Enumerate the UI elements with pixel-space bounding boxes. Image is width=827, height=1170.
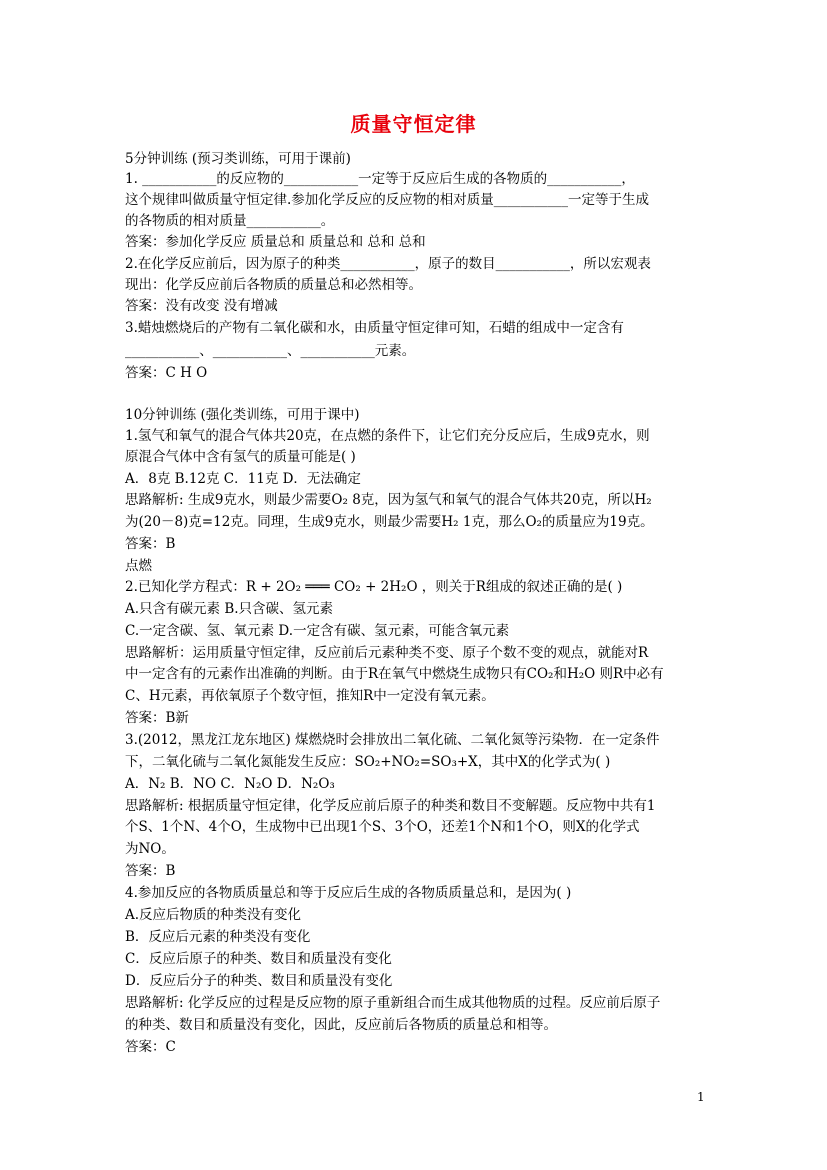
text-line: 为(20－8)克=12克。同理，生成9克水，则最少需要H₂ 1克，那么O₂的质量应为19克。: [125, 514, 654, 530]
text-line: 1.氢气和氧气的混合气体共20克，在点燃的条件下，让它们充分反应后，生成9克水，则: [125, 428, 650, 444]
text-line: C．反应后原子的种类、数目和质量没有变化: [125, 951, 392, 967]
text-line: 答案：C: [125, 1039, 176, 1055]
text-line: 答案：B: [125, 536, 176, 552]
page-title: 质量守恒定律: [350, 112, 477, 136]
text-line: 现出：化学反应前后各物质的质量总和必然相等。: [125, 277, 422, 293]
text-line: 思路解析: 化学反应的过程是反应物的原子重新组合而生成其他物质的过程。反应前后原子: [125, 995, 661, 1011]
text-line: 这个规律叫做质量守恒定律.参加化学反应的反应物的相对质量___________一定等于生成: [125, 192, 650, 208]
text-line: A.只含有碳元素 B.只含碳、氢元素: [125, 601, 334, 617]
text-line: 为NO。: [125, 841, 175, 857]
text-line: 思路解析: 根据质量守恒定律，化学反应前后原子的种类和数目不变解题。反应物中共有1: [125, 798, 656, 814]
text-line: D．反应后分子的种类、数目和质量没有变化: [125, 973, 393, 989]
text-line: B．反应后元素的种类没有变化: [125, 929, 311, 945]
text-line: 个S、1个N、4个O，生成物中已出现1个S、3个O，还差1个N和1个O，则X的化学式: [125, 819, 640, 835]
text-line: 答案：B: [125, 863, 176, 879]
text-line: 中一定含有的元素作出准确的判断。由于R在氧气中燃烧生成物只有CO₂和H₂O 则R中必有: [125, 666, 664, 682]
text-line: 2.已知化学方程式：R + 2O₂ ═══ CO₂ + 2H₂O ，则关于R组成的叙述正确的是( ): [125, 579, 623, 595]
text-line: 原混合气体中含有氢气的质量可能是( ): [125, 449, 356, 465]
text-line: 1. ___________的反应物的___________一定等于反应后生成的各物质的___________，: [125, 171, 635, 187]
text-line: 答案：参加化学反应 质量总和 质量总和 总和 总和: [125, 234, 426, 250]
text-line: 的种类、数目和质量没有变化，因此，反应前后各物质的质量总和相等。: [125, 1017, 557, 1033]
text-line: ___________、___________、___________元素。: [125, 343, 416, 359]
text-line: 10分钟训练 (强化类训练，可用于课中): [125, 407, 360, 423]
text-line: 的各物质的相对质量___________。: [125, 213, 335, 229]
text-line: 答案：B新: [125, 710, 189, 726]
text-line: 4.参加反应的各物质质量总和等于反应后生成的各物质质量总和，是因为( ): [125, 885, 572, 901]
text-line: 2.在化学反应前后，因为原子的种类___________，原子的数目___________，所以宏观表: [125, 256, 651, 272]
text-line: 答案：没有改变 没有增减: [125, 298, 278, 314]
text-line: 下，二氧化硫与二氧化氮能发生反应：SO₂+NO₂=SO₃+X，其中X的化学式为( ): [125, 754, 611, 770]
text-line: 3.蜡烛燃烧后的产物有二氧化碳和水，由质量守恒定律可知，石蜡的组成中一定含有: [125, 320, 624, 336]
text-line: 思路解析: 生成9克水，则最少需要O₂ 8克，因为氢气和氧气的混合气体共20克，所以H₂: [125, 492, 652, 508]
text-line: 思路解析：运用质量守恒定律，反应前后元素种类不变、原子个数不变的观点，就能对R: [125, 645, 649, 661]
page-number: 1: [697, 1090, 705, 1104]
text-line: C.一定含碳、氢、氧元素 D.一定含有碳、氢元素，可能含氧元素: [125, 623, 510, 639]
text-line: 答案：C H O: [125, 365, 208, 381]
text-line: A．N₂ B．NO C．N₂O D．N₂O₃: [125, 776, 335, 792]
text-line: 点燃: [125, 558, 152, 574]
text-line: A．8克 B.12克 C．11克 D．无法确定: [125, 471, 361, 487]
text-line: 3.(2012，黑龙江龙东地区) 煤燃烧时会排放出二氧化硫、二氧化氮等污染物．在一定条件: [125, 732, 660, 748]
text-line: C、H元素，再依氧原子个数守恒，推知R中一定没有氧元素。: [125, 688, 495, 704]
text-line: 5分钟训练 (预习类训练，可用于课前): [125, 151, 351, 167]
text-line: A.反应后物质的种类没有变化: [125, 907, 302, 923]
